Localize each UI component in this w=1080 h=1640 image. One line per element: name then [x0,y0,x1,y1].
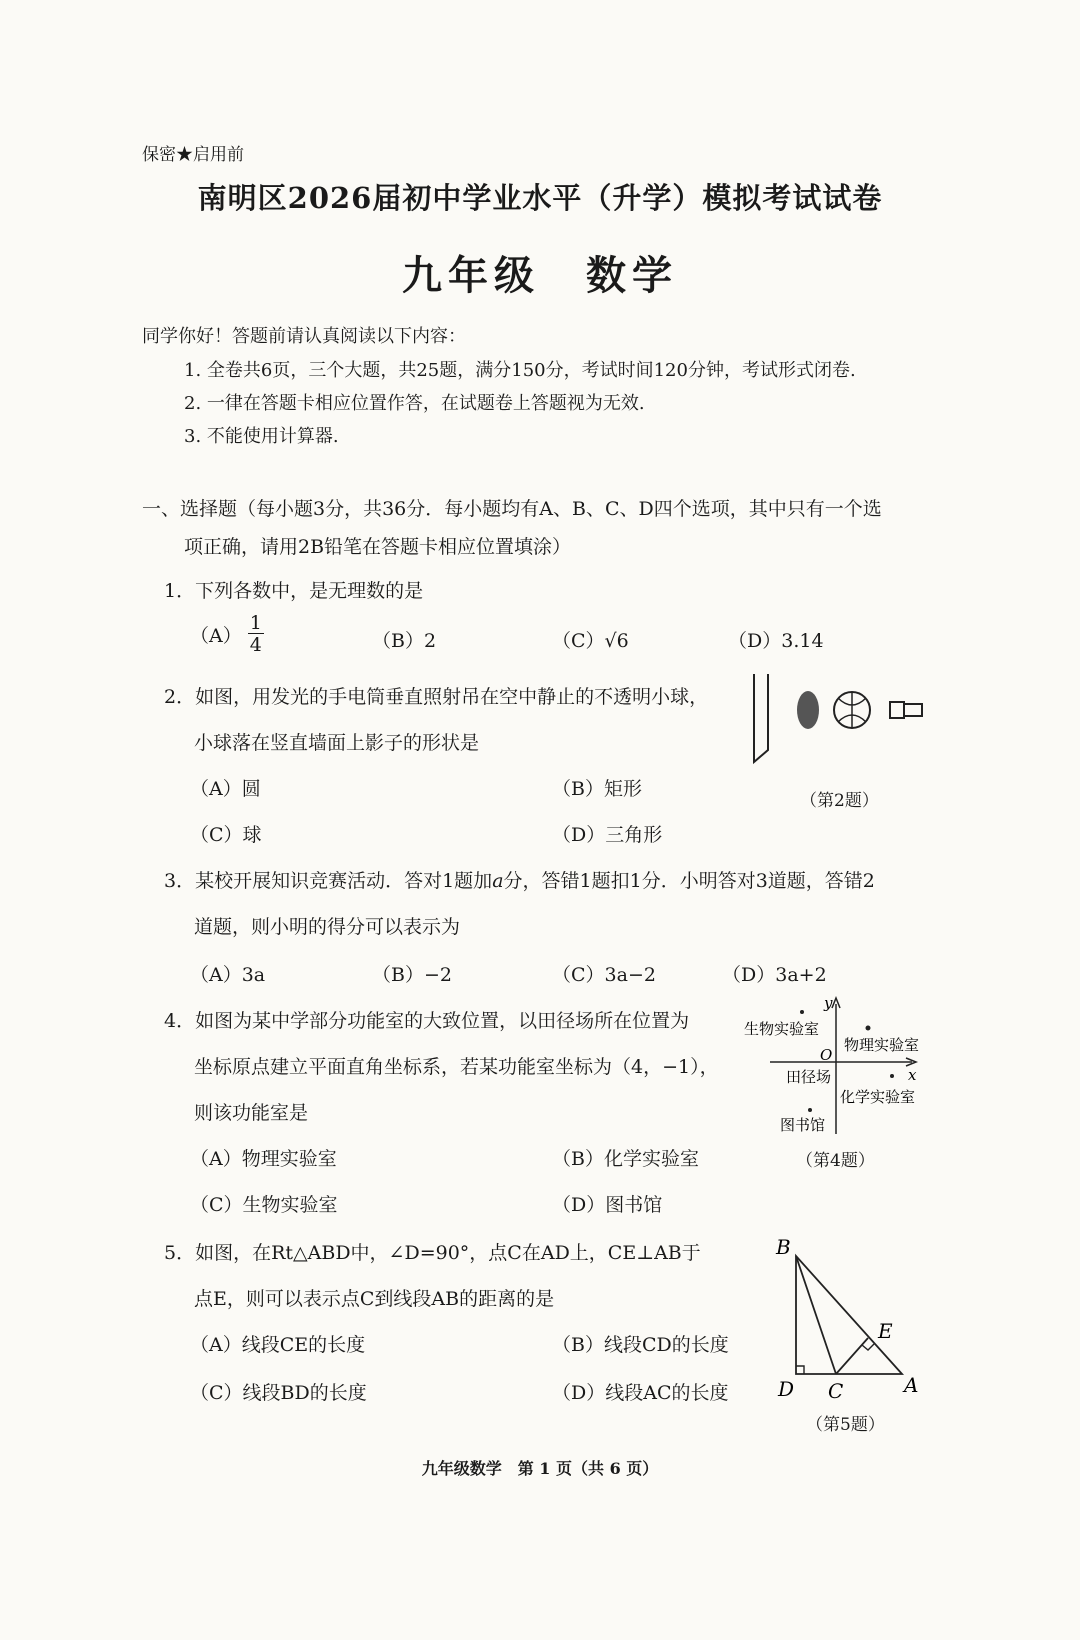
q4-point-chem [890,1074,894,1078]
q2-line1: 2．如图，用发光的手电筒垂直照射吊在空中静止的不透明小球， [164,686,709,708]
q5-label-d: D [778,1377,795,1401]
q1-option-b: （B）2 [372,630,437,652]
q4-option-b: （B）化学实验室 [552,1148,699,1170]
q5-line2: 点E，则可以表示点C到线段AB的距离的是 [194,1288,555,1310]
q2-option-a: （A）圆 [190,778,261,800]
q5-option-b: （B）线段CD的长度 [552,1334,729,1356]
q4-line1: 4．如图为某中学部分功能室的大致位置，以田径场所在位置为 [164,1010,690,1032]
q4-label-phy: 物理实验室 [844,1036,920,1054]
q4-label-chem: 化学实验室 [840,1088,916,1106]
q5-segment-ce [836,1338,868,1374]
q2-option-d: （D）三角形 [552,824,663,846]
page-footer: 九年级数学 第 1 页（共 6 页） [421,1459,659,1478]
q5-label-c: C [828,1379,844,1403]
q1-sqrt: √6 [604,630,629,652]
q5-segment-bc [796,1256,836,1374]
q3-line1-b: 分，答错1题扣1分．小明答对3道题，答错2 [503,870,875,892]
q4-label-y: y [824,994,833,1012]
q5-option-c: （C）线段BD的长度 [190,1382,367,1404]
q2-wall [754,674,768,762]
q1-option-a-label: （A） [190,625,242,647]
q1-fraction-num: 1 [249,612,262,634]
q5-label-e: E [878,1319,893,1343]
q4-point-lib [808,1108,812,1112]
q5-right-angle-e [862,1344,874,1350]
q3-option-b: （B）−2 [372,964,452,986]
q4-line3: 则该功能室是 [194,1102,309,1124]
q2-option-b: （B）矩形 [552,778,642,800]
notice-item-2: 2. 一律在答题卡相应位置作答，在试题卷上答题视为无效. [184,393,645,414]
q5-right-angle-d [796,1366,804,1374]
q4-option-a: （A）物理实验室 [190,1148,337,1170]
q4-option-d: （D）图书馆 [552,1194,663,1216]
q4-label-x: x [908,1066,917,1084]
q3-line2: 道题，则小明的得分可以表示为 [194,916,461,938]
confidential-label: 保密★启用前 [142,145,244,165]
q5-label-a: A [904,1373,919,1397]
q5-label-b: B [776,1235,791,1259]
q4-line2: 坐标原点建立平面直角坐标系，若某功能室坐标为（4，−1）， [194,1056,719,1078]
q2-flashlight-body [904,704,922,716]
q1-fraction [248,614,264,655]
q2-flashlight-head [890,702,904,718]
q2-option-c: （C）球 [190,824,262,846]
q4-figure [740,994,940,1140]
q2-ball-lines [838,692,866,728]
q2-figure [740,672,940,772]
q5-option-d: （D）线段AC的长度 [552,1382,729,1404]
q3-option-d: （D）3a+2 [722,964,827,986]
q1-option-c-label: （C） [552,630,605,652]
q1-option-d: （D）3.14 [728,630,824,652]
q5-figure [770,1234,930,1406]
q4-label-lib: 图书馆 [780,1116,826,1134]
q5-caption: （第5题） [806,1415,885,1435]
q4-point-bio [800,1010,804,1014]
q1-stem: 1．下列各数中，是无理数的是 [164,580,424,602]
q3-option-c: （C）3a−2 [552,964,656,986]
q4-label-bio: 生物实验室 [744,1020,820,1038]
section-heading: 一、选择题（每小题3分，共36分．每小题均有A、B、C、D四个选项，其中只有一个选 [142,498,882,520]
q3-option-a: （A）3a [190,964,266,986]
q4-point-phy [866,1026,871,1031]
q5-option-a: （A）线段CE的长度 [190,1334,366,1356]
q4-label-track: 田径场 [786,1068,832,1086]
q5-triangle-abd [796,1256,902,1374]
notice-item-1: 1. 全卷共6页，三个大题，共25题，满分150分，考试时间120分钟，考试形式闭卷. [184,360,856,381]
q3-line1-a: 3．某校开展知识竞赛活动．答对1题加 [164,870,493,892]
q5-line1: 5．如图，在Rt△ABD中，∠D=90°，点C在AD上，CE⊥AB于 [164,1242,701,1264]
q2-line2: 小球落在竖直墙面上影子的形状是 [194,732,480,754]
q4-option-c: （C）生物实验室 [190,1194,338,1216]
q3-line1 [164,866,875,893]
q1-fraction-den: 4 [249,634,262,656]
q1-option-c [552,626,629,653]
q3-var-a: a [492,870,504,892]
notice-item-3: 3. 不能使用计算器. [184,426,339,447]
notice-greeting: 同学你好！答题前请认真阅读以下内容： [142,326,466,347]
q2-shadow [797,691,819,729]
q2-caption: （第2题） [800,791,879,811]
q4-label-o: O [820,1046,833,1064]
q1-option-a [190,614,264,655]
q4-caption: （第4题） [796,1151,875,1171]
section-heading-cont: 项正确，请用2B铅笔在答题卡相应位置填涂） [184,536,572,558]
subject-title: 九年级 数学 [402,252,678,299]
exam-title: 南明区2026届初中学业水平（升学）模拟考试试卷 [197,181,883,215]
